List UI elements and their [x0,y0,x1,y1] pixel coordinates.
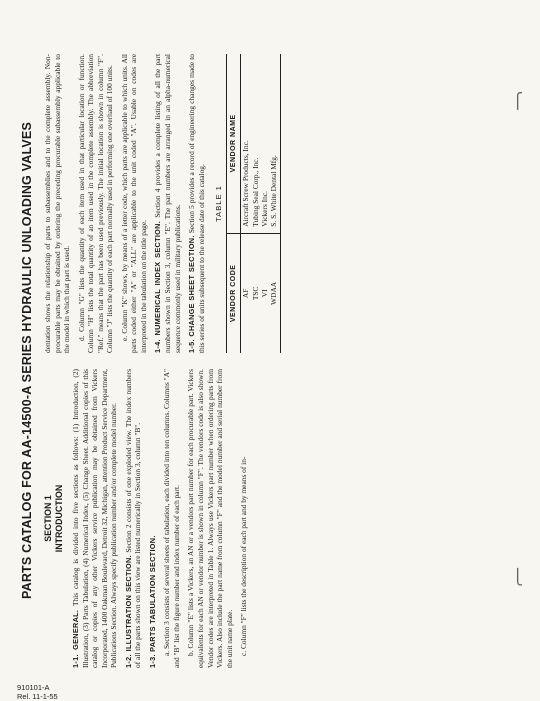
paragraph [77,54,115,353]
paragraph-heading: 1-5. CHANGE SHEET SECTION. [187,235,197,353]
left-column [43,369,281,668]
paragraph-text: d. Column "G" lists the quantity of each item used in that particular location or function. Column "H" lists the total quantity of an item used in the complete assembly. The abbreviation "Ref." means that the part has been used previously. The initial location is shown in column "F". Column "J" lists the quantity of each part normally used in performing one overhaul of 100 units. [76,54,115,353]
paragraph [187,54,206,353]
table-row [260,54,269,353]
paragraph-heading: 1-1. GENERAL. [71,609,80,668]
paragraph-text: c. Column "F" lists the description of each part and by means of in- [239,456,249,656]
paragraph [148,369,158,668]
binding-hole-mark-bottom: ⎩ [512,568,524,586]
doc-number: 910101-A [17,683,50,692]
vendor-name-cell: Vickers Inc. [259,191,269,227]
paragraph-text: dentation shows the relationship of parts to subassemblies and to the complete assembly. Non-procurable parts may be obtained by ordering the preceding procurable subassembly applicable to the model in which that part is used. [43,54,72,353]
vendor-code-cell: VI [260,233,269,353]
paragraph [120,54,149,353]
paragraph-heading: 1-4. NUMERICAL INDEX SECTION. [153,220,163,353]
revision-date: Rel. 11-1-55 [17,692,58,701]
section-title: INTRODUCTION [54,484,64,553]
table-row [251,54,260,353]
paragraph-text: a. Section 3 consists of several sheets of tabulation, each divided into ten columns. Columns "A" and "B" list the figure number and index number of each part. [162,369,181,668]
paragraph [162,369,181,668]
paragraph-heading: 1-2. ILLUSTRATION SECTION. [123,555,133,668]
binding-hole-mark-top: ⎧ [512,92,524,110]
paragraph-text: b. Column "E" lists a Vickers, an AN or a vendors part number for each procurable part. Vickers equivalents for each AN or vendor number is shown in column "F". The vendors code is also shown. Vendor codes are interpreted in Table 1. Always use Vickers part number when ordering parts from Vickers. Also include the part name from column "F" and the model number and serial number from the unit name plate. [186,369,234,668]
paragraph [186,369,234,668]
left-paragraphs [71,369,249,668]
vendor-code-table [226,54,281,353]
rotated-page-content [18,53,498,668]
paragraph [71,369,119,668]
page-title: PARTS CATALOG FOR AA-14500-A SERIES HYDRAULIC UNLOADING VALVES [20,121,34,600]
paragraph [153,54,182,353]
table-row [269,54,281,353]
section-heading [43,369,65,668]
paragraph [124,369,143,668]
table-header-vendor-code: VENDOR CODE [226,233,241,353]
right-column [43,54,281,353]
table-row [241,54,251,353]
text-columns [43,53,281,668]
vendor-name-cell: S. S. White Dental Mfg. [269,54,281,233]
paragraph [239,369,249,668]
vendor-name-cell: Tubing Seal Corp., Inc. [250,157,260,227]
paragraph-heading: 1-3. PARTS TABULATION SECTION. [147,535,157,668]
paragraph-text: Section 5 provides a record of engineering changes made to this series of units subsequent to the release date of this catalog. [187,54,206,353]
table-header-vendor-name: VENDOR NAME [226,54,241,233]
paragraph-text: e. Column "K" shows, by means of a letter code, which parts are applicable to which units. All parts coded either "A" or "ALL" are applicable to the unit coded "A". Usable on codes are interpreted in the tabulation on the title page. [119,54,148,353]
vendor-name-cell: Aircraft Screw Products, Inc. [241,140,251,227]
table-caption: TABLE 1 [214,185,224,222]
vendor-code-cell: WDAA [269,233,281,353]
paragraph-text: Section 4 provides a complete listing of all the part numbers shown in Section 3, column "E". The part numbers are arranged in an alpha-numerical sequence commonly used in military publications. [153,53,182,353]
right-paragraphs [43,54,206,353]
document-id [17,683,58,701]
table-header-row [226,54,241,353]
section-number: SECTION 1 [43,495,53,542]
paragraph-text: Section 2 consists of one exploded view. The index numbers of all the parts shown on this view are listed numerically in Section 3, column "B". [123,369,143,668]
vendor-code-cell: TSC [251,233,260,353]
paragraph [43,54,72,353]
vendor-table-block [214,54,281,353]
vendor-code-cell: AF [241,233,251,353]
paragraph-text: This catalog is divided into five sections as follows: (1) Introduction, (2) Illustration, (3) Parts Tabulation, (4) Numerical Index, (5) Change Sheet. Additional copies of this catalog or copies of any other Vickers service publication may be obtained from Vickers Incorporated, 1400 Oakman Boulevard, Detroit 32, Michigan, attention Product Service Department, Publications Section. Always specify publication number and/or complete model number. [71,369,119,668]
